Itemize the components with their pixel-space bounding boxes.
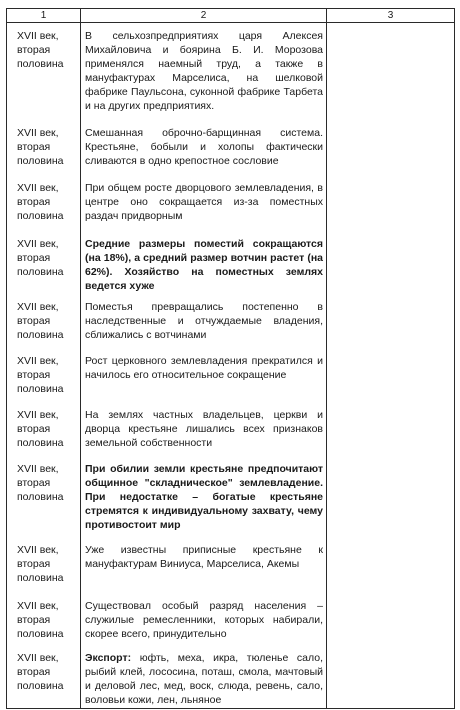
period-cell	[7, 537, 81, 593]
period-text: XVII век, вторая половина	[17, 462, 64, 503]
empty-cell	[327, 348, 455, 402]
period-cell	[7, 120, 81, 175]
description-cell	[81, 537, 327, 593]
column-header-2: 2	[81, 9, 327, 23]
period-cell	[7, 294, 81, 348]
period-text: XVII век, вторая половина	[17, 181, 64, 222]
description-text: Уже известны приписные крестьяне к мануфактурам Виниуса, Марселиса, Акемы	[85, 543, 323, 570]
description-cell	[81, 120, 327, 175]
description-text	[81, 645, 326, 707]
period-text: XVII век, вторая половина	[17, 354, 64, 395]
period-cell	[7, 175, 81, 231]
description-text: Рост церковного землевладения прекратился и начилось его относительное сокращение	[85, 354, 323, 381]
table-row	[7, 231, 455, 294]
description-cell	[81, 593, 327, 645]
empty-cell	[327, 537, 455, 593]
period-text: XVII век, вторая половина	[17, 543, 64, 584]
table-header-row	[7, 9, 455, 23]
period-cell	[7, 645, 81, 709]
description-text: В сельхозпредприятиях царя Алексея Михайловича и боярина Б. И. Морозова применялся наемный труд, а также в мануфактурах Марселиса, на шелковой фабрике Паульсона, суконной фабрике Тарбета и на других предприятиях.	[85, 30, 323, 112]
period-cell	[7, 231, 81, 294]
export-label: Экспорт:	[85, 651, 132, 664]
empty-cell	[327, 456, 455, 537]
period-text: XVII век, вторая половина	[17, 237, 64, 278]
period-text: XVII век, вторая половина	[17, 126, 64, 167]
period-text: XVII век, вторая половина	[17, 651, 64, 692]
description-cell	[81, 23, 327, 120]
export-list: юфть, меха, икра, тюленье сало, рыбий клей, лососина, поташ, смола, мачтовый и деловой лес, мед, воск, слюда, ревень, сало, воловьи кожи, лен, льняное	[85, 651, 323, 706]
table-row	[7, 537, 455, 593]
period-cell	[7, 23, 81, 120]
description-cell	[81, 231, 327, 294]
empty-cell	[327, 645, 455, 709]
table-row	[7, 23, 455, 120]
table-row	[7, 348, 455, 402]
table-row	[7, 294, 455, 348]
period-text: XVII век, вторая половина	[17, 599, 64, 640]
period-cell	[7, 348, 81, 402]
description-text: Поместья превращались постепенно в наследственные и отчуждаемые владения, сближались с вотчинами	[85, 300, 323, 341]
document-page	[6, 8, 454, 708]
table-row	[7, 456, 455, 537]
period-cell	[7, 402, 81, 456]
description-cell	[81, 456, 327, 537]
table-row	[7, 120, 455, 175]
period-cell	[7, 593, 81, 645]
description-text: Смешанная оброчно-барщинная система. Крестьяне, бобыли и холопы фактически сливаются в одно крепостное сословие	[85, 126, 323, 167]
empty-cell	[327, 402, 455, 456]
table-row	[7, 402, 455, 456]
history-table	[6, 8, 455, 709]
description-text: На землях частных владельцев, церкви и дворца крестьяне лишались всех признаков земельной собственности	[85, 408, 323, 449]
empty-cell	[327, 231, 455, 294]
empty-cell	[327, 23, 455, 120]
table-row	[7, 645, 455, 709]
empty-cell	[327, 294, 455, 348]
period-cell	[7, 456, 81, 537]
description-text: При обилии земли крестьяне предпочитают общинное "складническое" землевладение. При недостатке – богатые крестьяне стремятся к индивидуальному захвату, чему противостоит мир	[85, 462, 323, 531]
period-text: XVII век, вторая половина	[17, 408, 64, 449]
period-text: XVII век, вторая половина	[17, 30, 64, 70]
empty-cell	[327, 120, 455, 175]
description-text: При общем росте дворцового землевладения, в центре оно сокращается из-за поместных раздач придворным	[85, 181, 323, 222]
column-header-3: 3	[327, 9, 455, 23]
table-row	[7, 175, 455, 231]
period-text: XVII век, вторая половина	[17, 300, 64, 341]
description-cell	[81, 348, 327, 402]
column-header-1: 1	[7, 9, 81, 23]
table-row	[7, 593, 455, 645]
description-cell	[81, 294, 327, 348]
empty-cell	[327, 175, 455, 231]
description-text: Средние размеры поместий сокращаются (на 18%), а средний размер вотчин растет (на 62%). Хозяйство на поместных землях ведется хуже	[85, 237, 323, 292]
empty-cell	[327, 593, 455, 645]
description-cell	[81, 645, 327, 709]
description-cell	[81, 402, 327, 456]
description-cell	[81, 175, 327, 231]
description-text: Существовал особый разряд населения – служилые ремесленники, которых набирали, скорее всего, принудительно	[85, 599, 323, 640]
